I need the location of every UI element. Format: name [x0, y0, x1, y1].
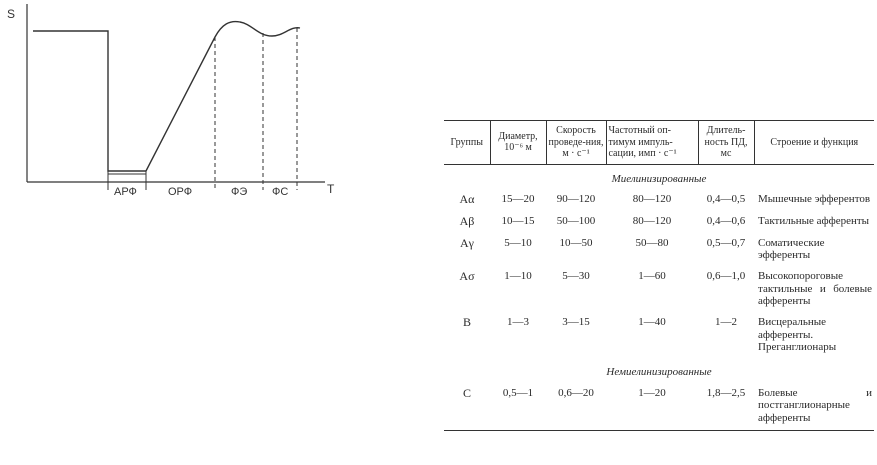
cell-group: Aσ [459, 269, 475, 284]
cell-duration: 1,8—2,5 [698, 383, 754, 431]
cell-diameter: 10—15 [501, 214, 535, 227]
excitability-curve [33, 22, 300, 171]
cell-function: Мышечные эфферентов [758, 193, 871, 206]
table-header-row [444, 121, 874, 165]
table-row [444, 189, 874, 211]
cell-speed: 0,6—20 [546, 383, 606, 431]
cell-speed: 10—50 [559, 236, 593, 249]
cell-diameter: 1—10 [504, 270, 532, 283]
section-header [444, 358, 874, 383]
section-title: Немиелинизированные [606, 365, 712, 378]
cell-diameter: 15—20 [501, 193, 535, 206]
cell-frequency: 80—120 [632, 193, 672, 206]
header-function: Строение и функция [754, 121, 874, 165]
table-row [444, 211, 874, 233]
phase-label-orf: ОРФ [168, 186, 193, 198]
cell-frequency: 1—20 [606, 383, 698, 431]
header-duration: Длитель-ность ПД, мс [698, 121, 754, 165]
cell-frequency: 50—80 [635, 236, 669, 249]
section-title: Миелинизированные [611, 172, 707, 185]
cell-diameter: 5—10 [504, 236, 532, 249]
cell-speed: 3—15 [562, 315, 590, 328]
cell-frequency: 80—120 [632, 214, 672, 227]
phase-label-fe: ФЭ [231, 186, 248, 198]
cell-diameter: 0,5—1 [490, 383, 546, 431]
cell-frequency: 1—40 [638, 315, 666, 328]
cell-duration: 0,4—0,5 [706, 193, 746, 206]
cell-group: Aβ [459, 213, 475, 228]
x-axis-label: T [327, 182, 335, 196]
y-axis-label: S [7, 7, 16, 21]
cell-duration: 0,5—0,7 [706, 236, 746, 249]
cell-function: Высокопороговые тактильные и болевые афференты [758, 270, 872, 308]
phase-label-fs: ФС [272, 186, 289, 198]
nerve-fiber-table [444, 120, 874, 431]
cell-group: Aγ [460, 235, 474, 250]
excitability-phase-diagram [0, 0, 340, 200]
header-groups: Группы [444, 121, 490, 165]
cell-duration: 1—2 [715, 315, 737, 328]
cell-function: Соматические эфференты [758, 236, 825, 262]
cell-function: Висцеральные афференты. Преганглионары [758, 315, 837, 354]
table-row [444, 233, 874, 266]
section-header [444, 164, 874, 189]
cell-function: Болевые и постганглионарные афференты [754, 383, 874, 431]
header-diameter: Диаметр, 10⁻⁶ м [490, 121, 546, 165]
cell-duration: 0,4—0,6 [706, 214, 746, 227]
header-frequency: Частотный оп-тимум импуль-сации, имп · с⁻¹ [606, 121, 698, 165]
nerve-fiber-table-container [444, 120, 874, 431]
cell-group: Aα [459, 192, 475, 207]
cell-function: Тактильные афференты [758, 214, 870, 227]
cell-speed: 5—30 [562, 270, 590, 283]
cell-duration: 0,6—1,0 [706, 270, 746, 283]
header-speed: Скорость проведе-ния, м · с⁻¹ [546, 121, 606, 165]
cell-speed: 90—120 [556, 193, 596, 206]
cell-speed: 50—100 [556, 214, 596, 227]
cell-group: B [462, 314, 471, 329]
cell-frequency: 1—60 [638, 270, 666, 283]
table-row [444, 266, 874, 312]
table-row [444, 383, 874, 431]
cell-diameter: 1—3 [507, 315, 529, 328]
phase-label-arf: АРФ [114, 186, 137, 198]
table-row [444, 312, 874, 358]
cell-group: C [444, 383, 490, 431]
